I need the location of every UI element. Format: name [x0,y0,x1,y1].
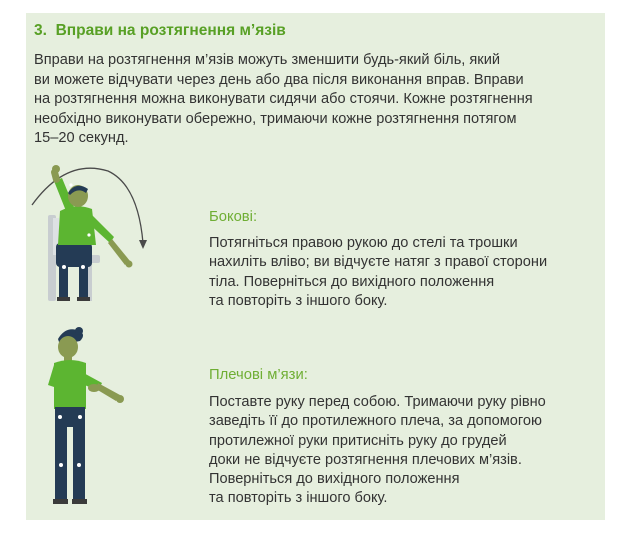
text-line: протилежної руки притисніть руку до грудей [209,432,507,449]
text-line: Поверніться до вихідного положення [209,471,460,488]
exercise-text-shoulder [209,393,546,509]
text-line: доки не відчуєте розтягнення плечових м’язів. [209,451,522,468]
section-title: Вправи на розтягнення м’язів [55,22,286,39]
exercise-title-shoulder: Плечові м’язи: [209,367,308,383]
intro-line: 15–20 секунд. [34,130,129,147]
intro-line: ви можете відчувати через день або два після виконання вправ. Вправи [34,71,524,88]
intro-line: необхідно виконувати обережно, тримаючи кожне розтягнення потягом [34,110,517,127]
text-line: та повторіть з іншого боку. [209,292,388,309]
text-line: заведіть її до протилежного плеча, за допомогою [209,413,542,430]
intro-paragraph [34,51,604,149]
text-line: нахиліть вліво; ви відчуєте натяг з правої сторони [209,254,548,271]
section-number: 3. [34,22,47,39]
intro-line: на розтягнення можна виконувати сидячи або стоячи. Кожне розтягнення [34,91,533,108]
seated-side-stretch-illustration [26,163,176,308]
text-line: та повторіть з іншого боку. [209,490,388,507]
exercise-text-side [209,234,547,311]
text-line: Потягніться правою рукою до стелі та трошки [209,235,518,251]
section-heading [34,22,286,40]
text-line: тіла. Поверніться до вихідного положення [209,273,495,290]
exercise-title-side: Бокові: [209,209,258,225]
standing-shoulder-stretch-illustration [40,325,150,510]
intro-line: Вправи на розтягнення м’язів можуть зменшити будь-який біль, який [34,52,500,68]
exercise-panel [26,13,605,520]
text-line: Поставте руку перед собою. Тримаючи руку рівно [209,394,546,410]
